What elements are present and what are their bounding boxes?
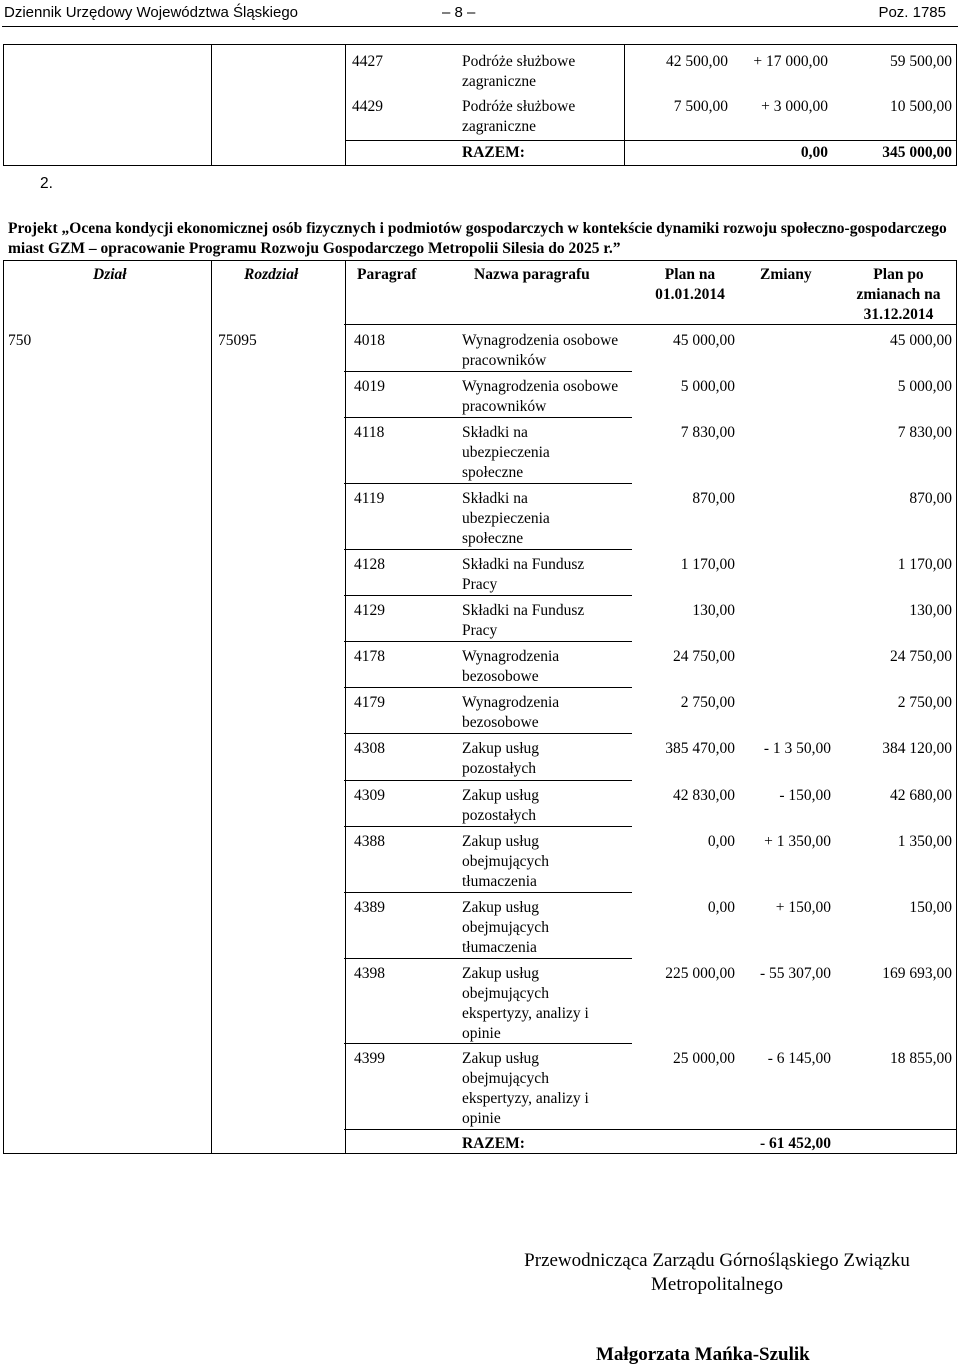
after-value: 5 000,00 <box>897 378 952 395</box>
paragraph-name: Zakup usług obejmujących tłumaczenia <box>462 833 549 890</box>
after-value: 18 855,00 <box>890 1050 952 1067</box>
after-value: 42 680,00 <box>890 787 952 804</box>
rozdzial-code: 75095 <box>218 332 257 349</box>
project-title: Projekt „Ocena kondycji ekonomicznej osób fizycznych i podmiotów gospodarczych w kontekście dynamiki rozwoju społeczno-gospodarczego miast GZM – opracowanie Programu Rozwoju Gospodarczego Metropolii Silesia do 2025 r.” <box>8 220 947 257</box>
plan-value: 1 170,00 <box>680 556 735 573</box>
dzial-code: 750 <box>8 332 32 349</box>
position-number: Poz. 1785 <box>878 4 946 21</box>
plan-value: 385 470,00 <box>665 740 735 757</box>
paragraph-code: 4309 <box>354 787 385 804</box>
paragraph-code: 4179 <box>354 694 385 711</box>
paragraph-code: 4388 <box>354 833 385 850</box>
paragraph-name: Zakup usług obejmujących ekspertyzy, analizy i opinie <box>462 1050 589 1127</box>
plan-value: 45 000,00 <box>673 332 735 349</box>
after-value: 59 500,00 <box>890 53 952 70</box>
row-number: 2. <box>40 175 53 192</box>
paragraph-name: Zakup usług pozostałych <box>462 740 540 777</box>
paragraph-name: Składki na ubezpieczenia społeczne <box>462 424 550 481</box>
after-value: 7 830,00 <box>897 424 952 441</box>
plan-value: 5 000,00 <box>680 378 735 395</box>
page-number: – 8 – <box>442 4 476 21</box>
change-value: + 1 350,00 <box>764 833 831 850</box>
change-value: - 55 307,00 <box>759 965 831 982</box>
header-rozdzial: Rozdział <box>244 266 299 283</box>
paragraph-name: Wynagrodzenia bezosobowe <box>462 694 560 731</box>
page-header <box>0 0 960 30</box>
change-value: - 150,00 <box>779 787 831 804</box>
after-value: 130,00 <box>909 602 952 619</box>
signature-role: Przewodnicząca Zarządu Górnośląskiego Związku Metropolitalnego <box>524 1250 910 1295</box>
signature-name: Małgorzata Mańka-Szulik <box>596 1344 810 1365</box>
plan-value: 0,00 <box>707 833 735 850</box>
after-value: 870,00 <box>909 490 952 507</box>
paragraph-name: Składki na Fundusz Pracy <box>462 602 585 639</box>
paragraph-code: 4019 <box>354 378 385 395</box>
paragraph-name: Zakup usług obejmujących tłumaczenia <box>462 899 549 956</box>
after-value: 384 120,00 <box>882 740 952 757</box>
after-value: 2 750,00 <box>897 694 952 711</box>
plan-value: 25 000,00 <box>673 1050 735 1067</box>
after-value: 1 350,00 <box>897 833 952 850</box>
paragraph-name: Wynagrodzenia osobowe pracowników <box>462 378 619 415</box>
change-value: - 6 145,00 <box>767 1050 831 1067</box>
plan-value: 7 830,00 <box>680 424 735 441</box>
paragraph-name: Podróże służbowe zagraniczne <box>462 53 576 90</box>
after-value: 24 750,00 <box>890 648 952 665</box>
change-value: + 150,00 <box>775 899 831 916</box>
paragraph-code: 4128 <box>354 556 385 573</box>
paragraph-code: 4178 <box>354 648 385 665</box>
total-after: 345 000,00 <box>882 144 952 161</box>
header-dzial: Dział <box>93 266 127 283</box>
header-zmiany: Zmiany <box>760 266 812 283</box>
change-value: + 3 000,00 <box>761 98 828 115</box>
plan-value: 0,00 <box>707 899 735 916</box>
paragraph-code: 4119 <box>354 490 385 507</box>
paragraph-code: 4398 <box>354 965 385 982</box>
plan-value: 870,00 <box>692 490 735 507</box>
paragraph-name: Zakup usług obejmujących ekspertyzy, analizy i opinie <box>462 965 589 1042</box>
paragraph-name: Wynagrodzenia osobowe pracowników <box>462 332 619 369</box>
paragraph-code: 4427 <box>352 53 383 70</box>
paragraph-code: 4308 <box>354 740 385 757</box>
header-plan: Plan na 01.01.2014 <box>655 266 725 303</box>
total-change: 0,00 <box>800 144 828 161</box>
paragraph-name: Składki na Fundusz Pracy <box>462 556 585 593</box>
total-label: RAZEM: <box>462 144 525 161</box>
header-paragraf: Paragraf <box>357 266 417 283</box>
plan-value: 42 500,00 <box>666 53 728 70</box>
journal-title: Dziennik Urzędowy Województwa Śląskiego <box>4 4 299 21</box>
after-value: 169 693,00 <box>882 965 952 982</box>
paragraph-name: Wynagrodzenia bezosobowe <box>462 648 560 685</box>
header-po: Plan po zmianach na 31.12.2014 <box>856 266 941 323</box>
paragraph-code: 4389 <box>354 899 385 916</box>
plan-value: 2 750,00 <box>680 694 735 711</box>
paragraph-code: 4399 <box>354 1050 385 1067</box>
header-nazwa: Nazwa paragrafu <box>474 266 590 283</box>
paragraph-code: 4118 <box>354 424 385 441</box>
plan-value: 225 000,00 <box>665 965 735 982</box>
paragraph-name: Składki na ubezpieczenia społeczne <box>462 490 550 547</box>
paragraph-code: 4429 <box>352 98 383 115</box>
paragraph-name: Zakup usług pozostałych <box>462 787 540 824</box>
paragraph-code: 4018 <box>354 332 385 349</box>
change-value: - 1 3 50,00 <box>763 740 831 757</box>
total-label: RAZEM: <box>462 1135 525 1152</box>
after-value: 150,00 <box>909 899 952 916</box>
after-value: 1 170,00 <box>897 556 952 573</box>
plan-value: 24 750,00 <box>673 648 735 665</box>
paragraph-code: 4129 <box>354 602 385 619</box>
paragraph-name: Podróże służbowe zagraniczne <box>462 98 576 135</box>
after-value: 45 000,00 <box>890 332 952 349</box>
after-value: 10 500,00 <box>890 98 952 115</box>
plan-value: 7 500,00 <box>673 98 728 115</box>
change-value: + 17 000,00 <box>753 53 828 70</box>
plan-value: 42 830,00 <box>673 787 735 804</box>
plan-value: 130,00 <box>692 602 735 619</box>
header-rule <box>2 26 958 27</box>
total-change: - 61 452,00 <box>759 1135 831 1152</box>
